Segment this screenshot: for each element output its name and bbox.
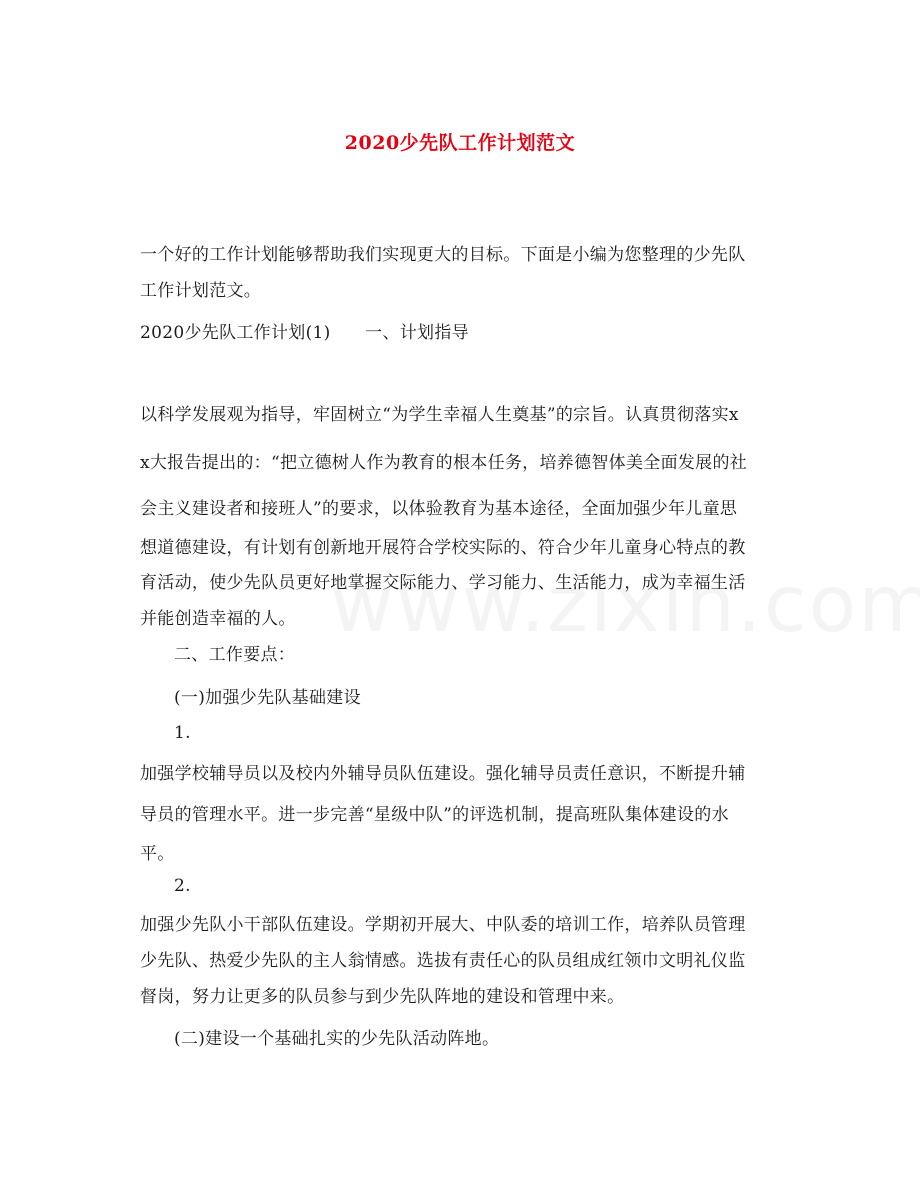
paragraph-line: 导员的管理水平。进一步完善“星级中队”的评选机制，提高班队集体建设的水: [140, 805, 729, 825]
paragraph-line: 并能创造幸福的人。: [140, 609, 296, 629]
plan-heading: 2020少先队工作计划(1) 一、计划指导: [140, 323, 469, 343]
intro-line-1: 一个好的工作计划能够帮助我们实现更大的目标。下面是小编为您整理的少先队: [140, 245, 746, 265]
paragraph-line: 督岗，努力让更多的队员参与到少先队阵地的建设和管理中来。: [140, 987, 625, 1007]
paragraph-line: x大报告提出的：“把立德树人作为教育的根本任务，培养德智体美全面发展的社: [140, 453, 748, 473]
paragraph-line: 少先队、热爱少先队的主人翁情感。选拔有责任心的队员组成红领巾文明礼仪监: [140, 951, 746, 971]
item-number: 1.: [174, 723, 191, 743]
paragraph-line: 以科学发展观为指导，牢固树立“为学生幸福人生奠基”的宗旨。认真贯彻落实x: [140, 405, 739, 425]
subsection-heading: (一)加强少先队基础建设: [174, 688, 361, 708]
section-heading: 二、工作要点：: [174, 645, 296, 665]
document-title: 2020少先队工作计划范文: [344, 132, 576, 154]
item-number: 2.: [174, 876, 191, 896]
paragraph-line: 加强少先队小干部队伍建设。学期初开展大、中队委的培训工作，培养队员管理: [140, 915, 746, 935]
paragraph-line: 想道德建设，有计划有创新地开展符合学校实际的、符合少年儿童身心特点的教: [140, 538, 746, 558]
paragraph-line: 会主义建设者和接班人”的要求，以体验教育为基本途径，全面加强少年儿童思: [140, 499, 738, 519]
paragraph-line: 育活动，使少先队员更好地掌握交际能力、学习能力、生活能力，成为幸福生活: [140, 573, 746, 593]
subsection-heading: (二)建设一个基础扎实的少先队活动阵地。: [174, 1029, 500, 1049]
intro-line-2: 工作计划范文。: [140, 281, 262, 301]
paragraph-line: 加强学校辅导员以及校内外辅导员队伍建设。强化辅导员责任意识，不断提升辅: [140, 764, 746, 784]
paragraph-line: 平。: [140, 844, 175, 864]
